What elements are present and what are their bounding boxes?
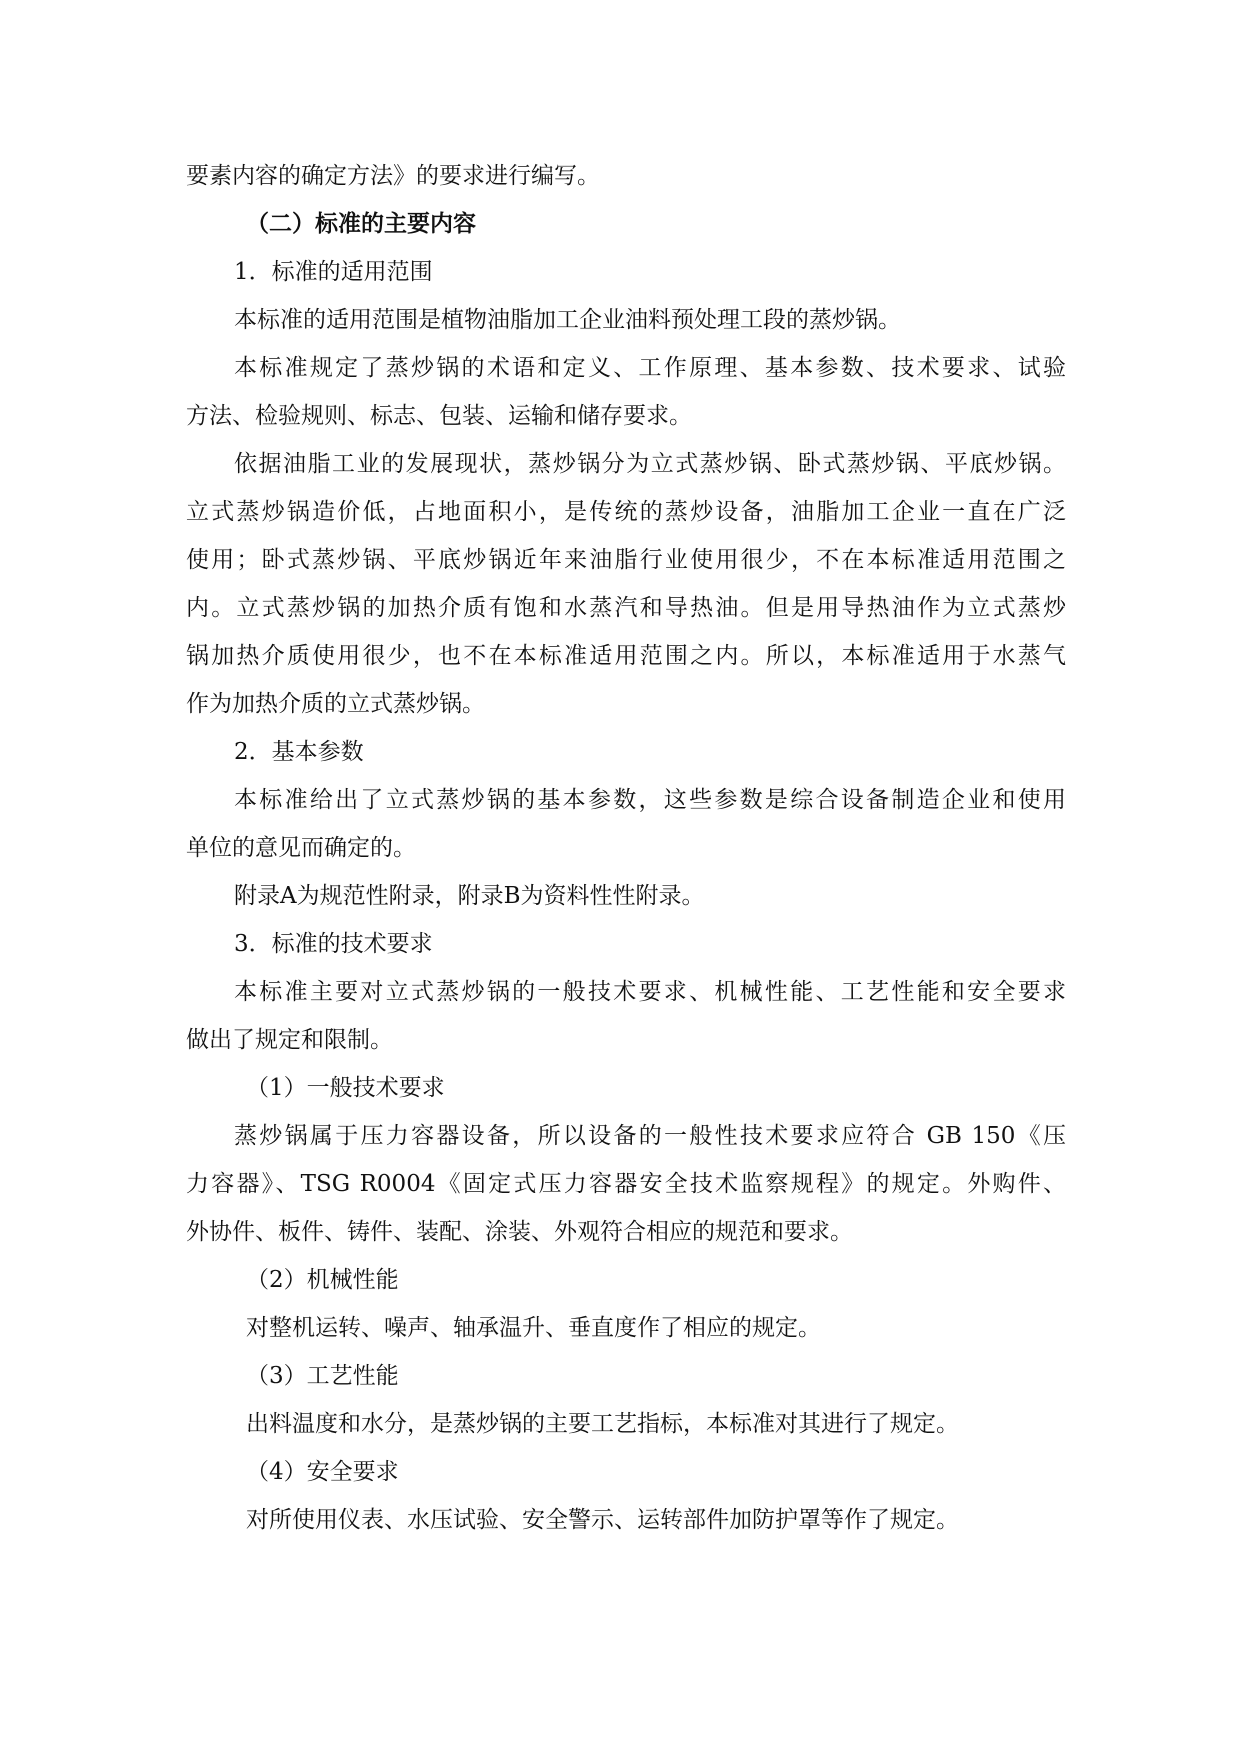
paragraph-line: 本标准给出了立式蒸炒锅的基本参数，这些参数是综合设备制造企业和使用 xyxy=(234,787,1066,813)
paragraph-line: 本标准规定了蒸炒锅的术语和定义、工作原理、基本参数、技术要求、试验 xyxy=(234,355,1066,381)
paragraph-line: 作为加热介质的立式蒸炒锅。 xyxy=(186,691,485,717)
paragraph-line: 1．标准的适用范围 xyxy=(234,259,433,285)
paragraph-line: 对整机运转、噪声、轴承温升、垂直度作了相应的规定。 xyxy=(246,1315,821,1341)
document-body xyxy=(186,152,1066,1544)
paragraph-line: （2）机械性能 xyxy=(246,1267,399,1293)
paragraph-line: 单位的意见而确定的。 xyxy=(186,835,416,861)
paragraph-line: 附录A为规范性附录，附录B为资料性性附录。 xyxy=(234,883,705,909)
paragraph-line: 做出了规定和限制。 xyxy=(186,1027,393,1053)
paragraph-line: 3．标准的技术要求 xyxy=(234,931,433,957)
paragraph-line: 外协件、板件、铸件、装配、涂装、外观符合相应的规范和要求。 xyxy=(186,1219,853,1245)
paragraph-line: （4）安全要求 xyxy=(246,1459,399,1485)
paragraph-line: （3）工艺性能 xyxy=(246,1363,399,1389)
paragraph-line: 出料温度和水分，是蒸炒锅的主要工艺指标，本标准对其进行了规定。 xyxy=(246,1411,959,1437)
paragraph-line: 依据油脂工业的发展现状，蒸炒锅分为立式蒸炒锅、卧式蒸炒锅、平底炒锅。 xyxy=(234,451,1066,477)
paragraph-line: （1）一般技术要求 xyxy=(246,1075,445,1101)
paragraph-line: 力容器》、TSG R0004《固定式压力容器安全技术监察规程》的规定。外购件、 xyxy=(186,1171,1066,1197)
paragraph-line: 要素内容的确定方法》的要求进行编写。 xyxy=(186,163,600,189)
paragraph-line: 锅加热介质使用很少，也不在本标准适用范围之内。所以，本标准适用于水蒸气 xyxy=(186,643,1066,669)
paragraph-line: 本标准的适用范围是植物油脂加工企业油料预处理工段的蒸炒锅。 xyxy=(234,307,901,333)
paragraph-line: 方法、检验规则、标志、包装、运输和储存要求。 xyxy=(186,403,692,429)
paragraph-line: 2．基本参数 xyxy=(234,739,364,765)
paragraph-line: 蒸炒锅属于压力容器设备，所以设备的一般性技术要求应符合 GB 150《压 xyxy=(234,1123,1066,1149)
paragraph-line: 使用；卧式蒸炒锅、平底炒锅近年来油脂行业使用很少，不在本标准适用范围之 xyxy=(186,547,1066,573)
paragraph-line: 立式蒸炒锅造价低，占地面积小，是传统的蒸炒设备，油脂加工企业一直在广泛 xyxy=(186,499,1066,525)
paragraph-line: 本标准主要对立式蒸炒锅的一般技术要求、机械性能、工艺性能和安全要求 xyxy=(234,979,1066,1005)
paragraph-line: 内。立式蒸炒锅的加热介质有饱和水蒸汽和导热油。但是用导热油作为立式蒸炒 xyxy=(186,595,1066,621)
paragraph-line: 对所使用仪表、水压试验、安全警示、运转部件加防护罩等作了规定。 xyxy=(246,1507,959,1533)
section-heading: （二）标准的主要内容 xyxy=(246,210,476,237)
